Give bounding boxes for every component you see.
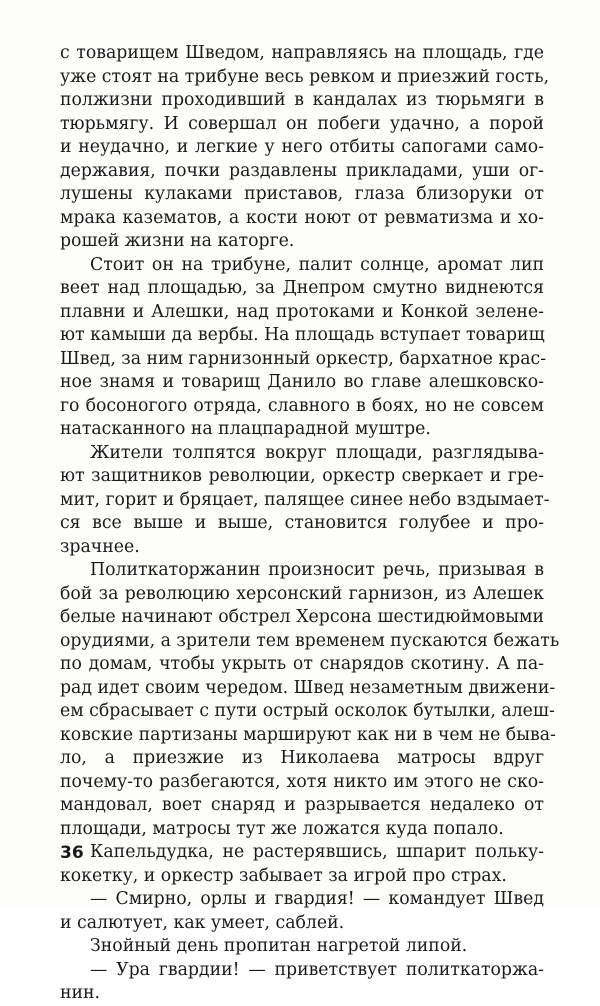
text-line: лушены кулаками приставов, глаза близоруки от xyxy=(60,184,544,204)
text-line: — Ура гвардии! — приветствует политкаторжа- xyxy=(90,959,544,980)
paragraph-4 xyxy=(60,559,560,841)
text-line: площади, матросы тут же ложатся куда попало. xyxy=(60,818,504,839)
text-line: Политкаторжанин произносит речь, призывая в xyxy=(90,560,544,580)
text-line: рошей жизни на каторге. xyxy=(60,231,295,251)
text-line: Жители толпятся вокруг площади, разглядыва- xyxy=(90,442,544,463)
text-line: мандовал, воет снаряд и разрывается недалеко от xyxy=(60,795,544,815)
text-line: ют защитников революции, оркестр сверкает и гре- xyxy=(60,466,544,486)
text-line: натасканного на плацпарадной муштре. xyxy=(60,419,431,439)
text-line: нин. xyxy=(60,983,101,1003)
text-line: Знойный день пропитан нагретой липой. xyxy=(90,936,468,956)
text-line: ло, а приезжие из Николаева матросы вдруг xyxy=(60,748,544,768)
text-line: ковские партизаны маршируют как ни в чем не быва- xyxy=(60,724,556,745)
text-line: веет над площадью, за Днепром смутно виднеются xyxy=(60,278,544,298)
text-body xyxy=(60,42,560,1006)
text-line: тюрьмягу. И совершал он побеги удачно, а порой xyxy=(60,113,544,134)
page-number: 36 xyxy=(60,843,84,863)
text-line: полжизни проходивший в кандалах из тюрьмяги в xyxy=(60,90,544,110)
paragraph-2 xyxy=(60,254,547,442)
text-line: Стоит он на трибуне, палит солнце, аромат лип xyxy=(90,254,544,275)
text-line: зрачнее. xyxy=(60,536,140,557)
text-line: с товарищем Шведом, направляясь на площадь, где xyxy=(60,43,544,63)
text-line: ют камыши да вербы. На площадь вступает товарищ xyxy=(60,325,545,345)
text-line: плавни и Алешки, над протоками и Конкой зелене- xyxy=(60,301,544,322)
text-line: державия, почки раздавлены прикладами, уши ог- xyxy=(60,160,544,181)
text-line: бой за революцию херсонский гарнизон, из Алешек xyxy=(60,583,544,604)
text-line: го босоногого отряда, славного в боях, но не совсем xyxy=(60,395,544,416)
text-line: мит, горит и бряцает, палящее синее небо вздымает- xyxy=(60,489,550,510)
text-line: орудиями, а зрители тем временем пускаются бежать xyxy=(60,630,560,651)
text-line: мрака казематов, а кости ноют от ревматизма и хо- xyxy=(60,207,544,228)
text-line: белые начинают обстрел Херсона шестидюймовыми xyxy=(60,607,544,627)
text-line: ем сбрасывает с пути острый осколок бутылки, алеш- xyxy=(60,701,555,721)
text-line: уже стоят на трибуне весь ревком и приезжий гость, xyxy=(60,66,550,87)
text-line: по домам, чтобы укрыть от снарядов скотину. А па- xyxy=(60,654,544,674)
text-line: и салютует, как умеет, саблей. xyxy=(60,912,345,933)
text-line: — Смирно, орлы и гвардия! — командует Швед xyxy=(90,889,544,909)
text-line: почему-то разбегаются, хотя никто им этого не ско- xyxy=(60,771,544,792)
text-line: кокетку, и оркестр забывает за игрой про страх. xyxy=(60,865,507,886)
text-line: ся все выше и выше, становится голубее и про- xyxy=(60,513,544,533)
text-line: Швед, за ним гарнизонный оркестр, бархатное крас- xyxy=(60,348,547,369)
text-line: рад идет своим чередом. Швед незаметным движени- xyxy=(60,677,556,698)
paragraph-8 xyxy=(60,959,544,1006)
paragraph-1 xyxy=(60,42,550,254)
text-line: и неудачно, и легкие у него отбиты сапогами само- xyxy=(60,137,544,157)
paragraph-6 xyxy=(60,888,544,935)
paragraph-5 xyxy=(60,841,544,888)
text-line: ное знамя и товарищ Данило во главе алешковско- xyxy=(60,372,544,392)
paragraph-7 xyxy=(60,935,544,959)
text-line: Капельдудка, не растерявшись, шпарит польку- xyxy=(90,842,544,862)
paragraph-3 xyxy=(60,442,550,560)
